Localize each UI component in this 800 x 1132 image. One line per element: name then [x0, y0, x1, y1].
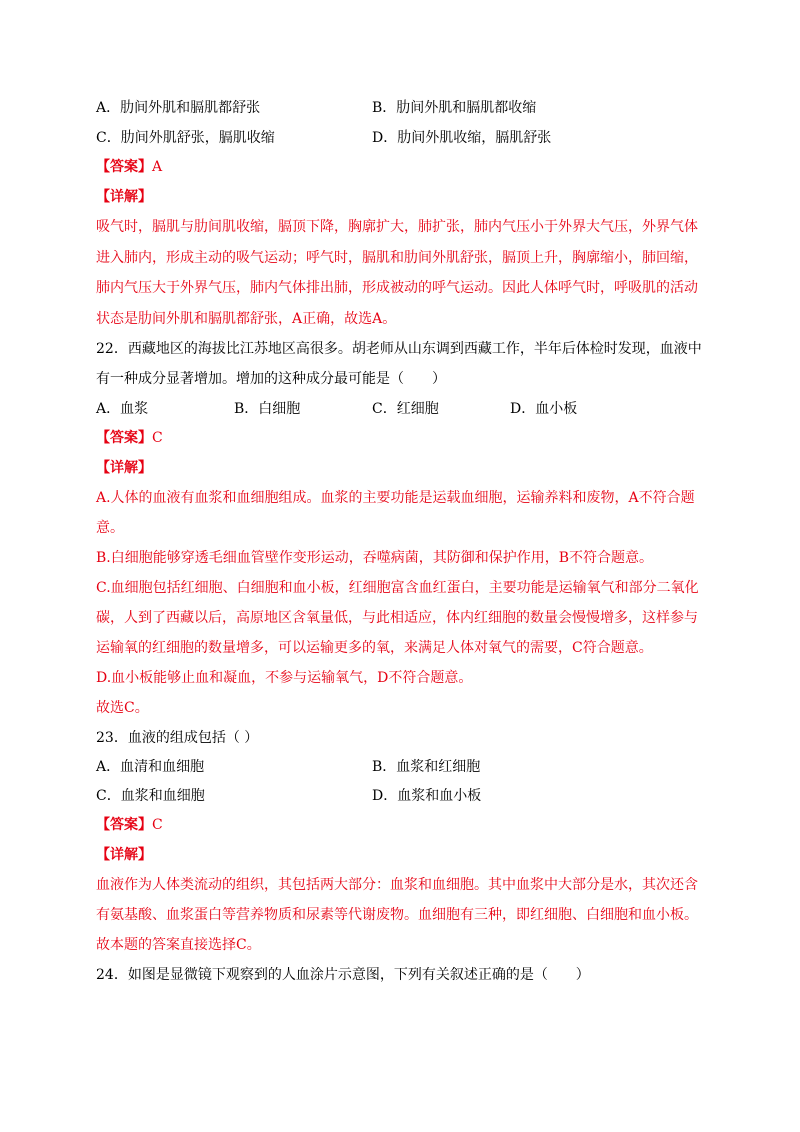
q21-option-d: D．肋间外肌收缩，膈肌舒张 — [372, 130, 552, 146]
answer-value: C — [152, 430, 163, 446]
q21-detail-line: 进入肺内，形成主动的吸气运动；呼气时，膈肌和肋间外肌舒张，膈顶上升，胸廓缩小，肺回缩， — [96, 250, 698, 266]
q24-stem: 24．如图是显微镜下观察到的人血涂片示意图，下列有关叙述正确的是（ ） — [96, 967, 590, 983]
q23-stem: 23．血液的组成包括（ ） — [96, 730, 259, 746]
q21-detail-line: 吸气时，膈肌与肋间肌收缩，膈顶下降，胸廓扩大，肺扩张，肺内气压小于外界大气压，外界气体 — [96, 219, 698, 235]
answer-tag: 【答案】 — [96, 430, 152, 446]
q23-detail-line: 故本题的答案直接选择C。 — [96, 937, 261, 953]
q22-detail-line: 意。 — [96, 520, 124, 536]
q22-detail-line: A.人体的血液有血浆和血细胞组成。血浆的主要功能是运载血细胞，运输养料和废物，A不符合题 — [96, 490, 695, 506]
q22-detail-line: D.血小板能够止血和凝血，不参与运输氧气，D不符合题意。 — [96, 670, 473, 686]
q21-option-b: B．肋间外肌和膈肌都收缩 — [372, 100, 537, 116]
q22-detail-line: B.白细胞能够穿透毛细血管壁作变形运动，吞噬病菌，其防御和保护作用，B不符合题意。 — [96, 550, 654, 566]
q22-stem-line: 有一种成分显著增加。增加的这种成分最可能是（ ） — [96, 371, 446, 387]
q21-option-a: A．肋间外肌和膈肌都舒张 — [96, 100, 261, 116]
q23-option-a: A．血清和血细胞 — [96, 759, 205, 775]
q23-option-b: B．血浆和红细胞 — [372, 759, 481, 775]
q22-option-b: B．白细胞 — [234, 401, 301, 417]
q22-answer — [96, 428, 163, 448]
q22-stem-line: 22．西藏地区的海拔比江苏地区高很多。胡老师从山东调到西藏工作，半年后体检时发现，血液中 — [96, 341, 702, 357]
q22-detail-line: 运输氧的红细胞的数量增多，可以运输更多的氧，来满足人体对氧气的需要，C符合题意。 — [96, 640, 653, 656]
q22-detail-tag: 【详解】 — [96, 460, 152, 476]
q23-detail-line: 有氨基酸、血浆蛋白等营养物质和尿素等代谢废物。血细胞有三种，即红细胞、白细胞和血小板。 — [96, 907, 698, 923]
q21-detail-line: 肺内气压大于外界气压，肺内气体排出肺，形成被动的呼气运动。因此人体呼气时，呼吸肌的活动 — [96, 280, 698, 296]
q23-option-d: D．血浆和血小板 — [372, 788, 482, 804]
q22-option-c: C．红细胞 — [372, 401, 439, 417]
answer-tag: 【答案】 — [96, 159, 152, 175]
answer-value: A — [152, 159, 163, 175]
q22-detail-line: 故选C。 — [96, 700, 149, 716]
q22-detail-line: 碳，人到了西藏以后，高原地区含氧量低，与此相适应，体内红细胞的数量会慢慢增多，这样参与 — [96, 610, 698, 626]
q23-detail-tag: 【详解】 — [96, 847, 152, 863]
q21-answer — [96, 157, 162, 177]
q21-detail-tag: 【详解】 — [96, 189, 152, 205]
answer-value: C — [152, 817, 163, 833]
answer-tag: 【答案】 — [96, 817, 152, 833]
q22-option-a: A．血浆 — [96, 401, 149, 417]
q22-option-d: D．血小板 — [510, 401, 578, 417]
q23-answer — [96, 815, 163, 835]
q22-detail-line: C.血细胞包括红细胞、白细胞和血小板，红细胞富含血红蛋白，主要功能是运输氧气和部分二氧化 — [96, 580, 699, 596]
q21-option-c: C．肋间外肌舒张，膈肌收缩 — [96, 130, 275, 146]
q23-detail-line: 血液作为人体类流动的组织，其包括两大部分：血浆和血细胞。其中血浆中大部分是水，其次还含 — [96, 877, 698, 893]
q23-option-c: C．血浆和血细胞 — [96, 788, 205, 804]
q21-detail-line: 状态是肋间外肌和膈肌都舒张，A正确，故选A。 — [96, 311, 397, 327]
